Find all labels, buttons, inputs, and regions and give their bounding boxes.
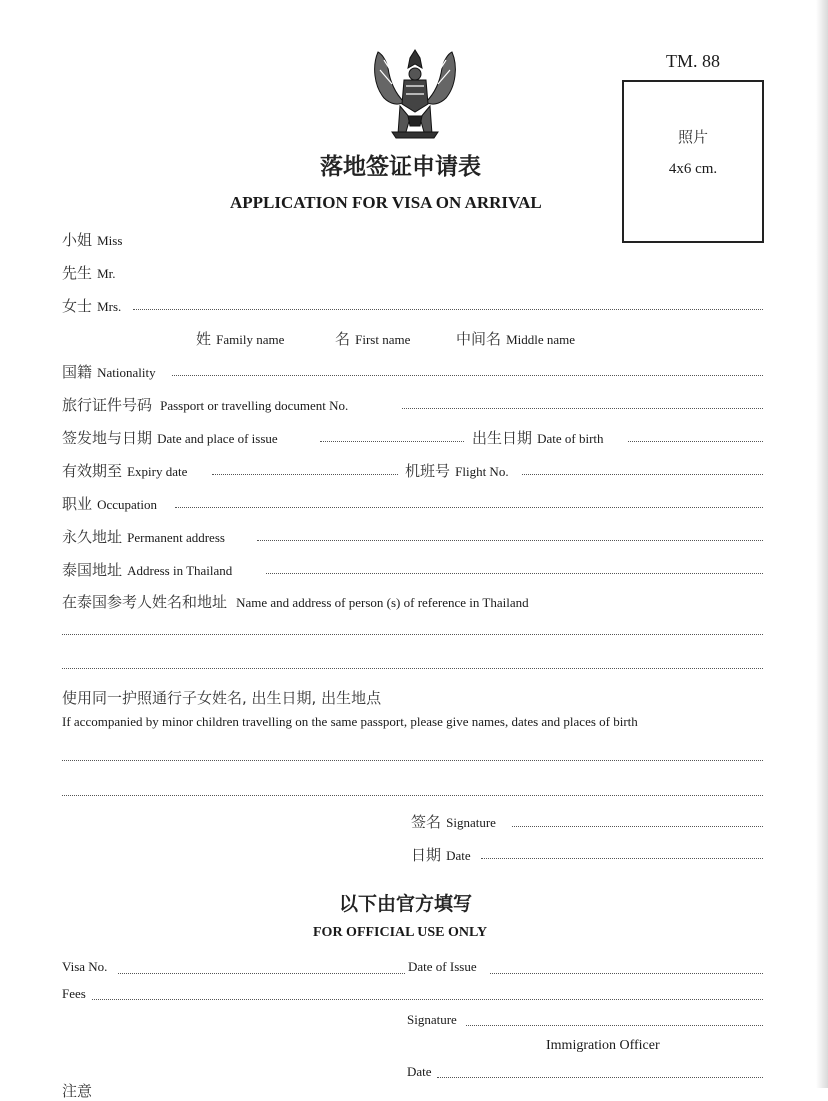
- children-label-chinese: 使用同一护照通行子女姓名, 出生日期, 出生地点: [62, 689, 382, 707]
- occupation-label: 职业 Occupation: [62, 495, 158, 513]
- name-input-line[interactable]: [133, 309, 763, 310]
- middle-name-label: 中间名 Middle name: [456, 330, 576, 348]
- photo-box[interactable]: [622, 80, 764, 243]
- reference-input-line-2[interactable]: [62, 668, 763, 669]
- expiry-label: 有效期至 Expiry date: [62, 462, 188, 480]
- flight-label: 机班号 Flight No.: [405, 462, 509, 480]
- date-of-issue-label: Date of Issue: [408, 959, 477, 974]
- birth-input-line[interactable]: [628, 441, 763, 442]
- title-mrs[interactable]: 女士 Mrs.: [62, 297, 122, 315]
- birth-label: 出生日期 Date of birth: [472, 429, 604, 447]
- title-miss[interactable]: 小姐 Miss: [62, 231, 123, 249]
- nationality-input-line[interactable]: [172, 375, 763, 376]
- permanent-address-input-line[interactable]: [257, 540, 763, 541]
- reference-label: 在泰国参考人姓名和地址 Name and address of person (s) of reference in Thailand: [62, 593, 529, 611]
- occupation-input-line[interactable]: [175, 507, 763, 508]
- permanent-address-label: 永久地址 Permanent address: [62, 528, 225, 546]
- issue-input-line[interactable]: [320, 441, 464, 442]
- nationality-label: 国籍 Nationality: [62, 363, 156, 381]
- photo-size: 4x6 cm.: [668, 161, 718, 177]
- official-title-chinese: 以下由官方填写: [339, 893, 473, 915]
- fees-input-line[interactable]: [92, 999, 763, 1000]
- date-label: 日期 Date: [411, 846, 471, 864]
- expiry-input-line[interactable]: [212, 474, 398, 475]
- page-edge-shadow: [816, 0, 828, 1088]
- visa-no-input-line[interactable]: [118, 973, 405, 974]
- family-name-label: 姓 Family name: [196, 330, 285, 348]
- children-input-line-2[interactable]: [62, 795, 763, 796]
- title-mr[interactable]: 先生 Mr.: [62, 264, 116, 282]
- flight-input-line[interactable]: [522, 474, 763, 475]
- official-title-english: FOR OFFICIAL USE ONLY: [313, 925, 488, 940]
- official-signature-input-line[interactable]: [466, 1025, 763, 1026]
- fees-label: Fees: [62, 986, 86, 1001]
- children-input-line-1[interactable]: [62, 760, 763, 761]
- passport-input-line[interactable]: [402, 408, 763, 409]
- official-date-label: Date: [407, 1064, 432, 1079]
- immigration-officer-label: Immigration Officer: [546, 1038, 660, 1053]
- thai-address-label: 泰国地址 Address in Thailand: [62, 561, 233, 579]
- title-english: APPLICATION FOR VISA ON ARRIVAL: [230, 193, 542, 212]
- official-signature-label: Signature: [407, 1012, 457, 1027]
- passport-label: 旅行证件号码 Passport or travelling document No.: [62, 396, 349, 414]
- cut-off-note: 注意: [62, 1082, 93, 1100]
- reference-input-line-1[interactable]: [62, 634, 763, 635]
- date-of-issue-input-line[interactable]: [490, 973, 763, 974]
- children-label-english: If accompanied by minor children travelling on the same passport, please give names, dates and places of birth: [62, 714, 638, 729]
- signature-label: 签名 Signature: [411, 813, 496, 831]
- date-input-line[interactable]: [481, 858, 763, 859]
- issue-label: 签发地与日期 Date and place of issue: [62, 429, 278, 447]
- official-date-input-line[interactable]: [437, 1077, 763, 1078]
- visa-no-label: Visa No.: [62, 959, 108, 974]
- signature-input-line[interactable]: [512, 826, 763, 827]
- title-chinese: 落地签证申请表: [320, 154, 481, 180]
- first-name-label: 名 First name: [335, 330, 411, 348]
- photo-label: 照片: [677, 128, 708, 146]
- thai-address-input-line[interactable]: [266, 573, 763, 574]
- form-code: TM. 88: [666, 51, 720, 71]
- garuda-emblem-icon: [370, 46, 460, 140]
